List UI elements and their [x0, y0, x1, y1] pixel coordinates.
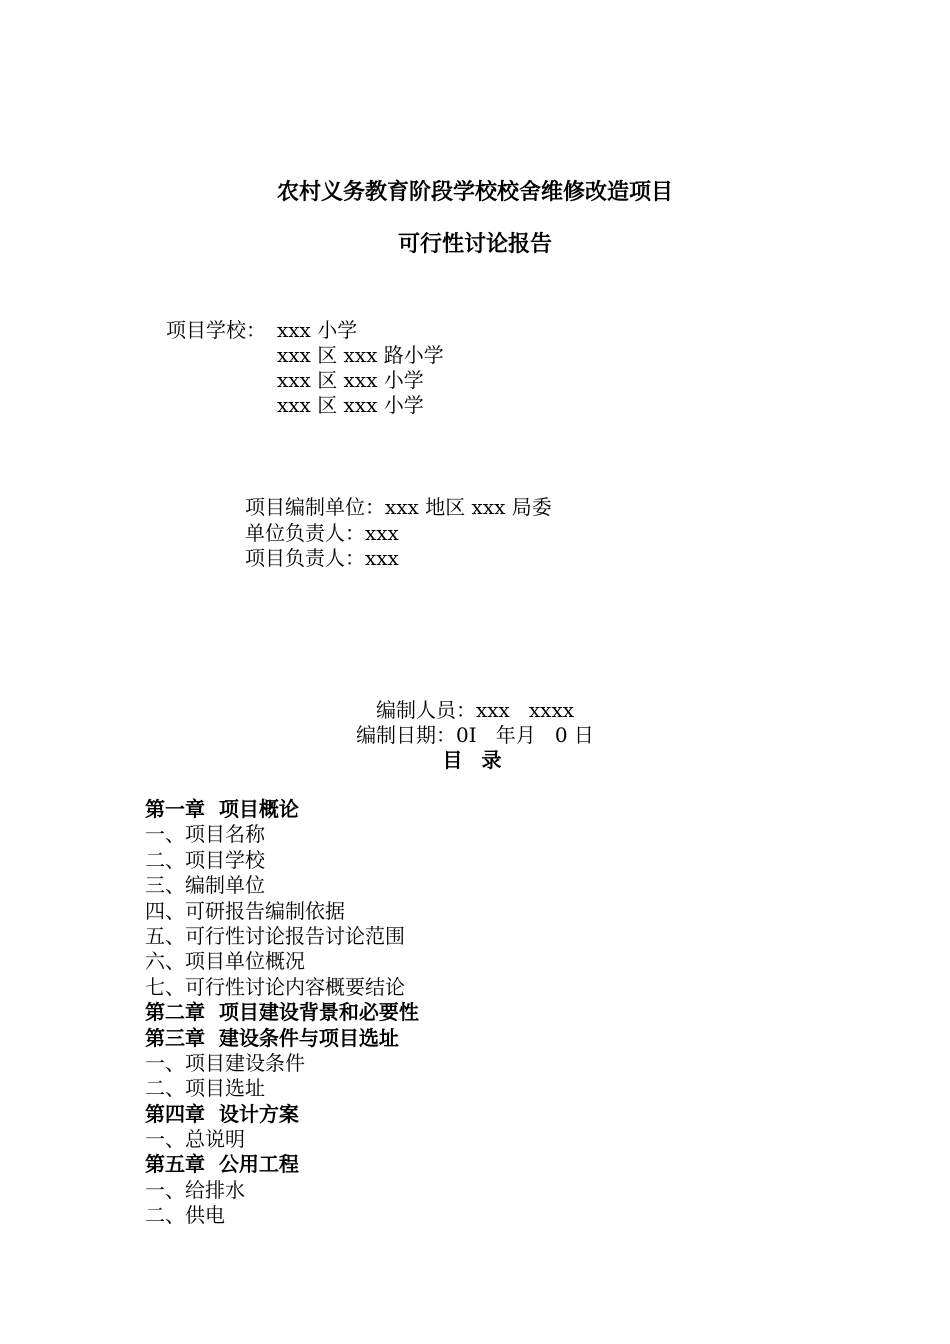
toc-section: 二、供电: [145, 1203, 225, 1228]
table-of-contents: [145, 797, 845, 1229]
toc-section: 一、给排水: [145, 1177, 245, 1202]
compile-personnel: 编制人员：xxx xxxx: [375, 698, 575, 722]
toc-section: 四、可研报告编制依据: [145, 898, 345, 923]
toc-chapter: 第五章 公用工程: [145, 1152, 299, 1177]
toc-chapter: 第三章 建设条件与项目选址: [145, 1025, 399, 1050]
toc-section: 一、总说明: [145, 1127, 245, 1152]
toc-chapter: 第一章 项目概论: [145, 797, 299, 821]
document-title-line2: 可行性讨论报告: [397, 231, 552, 257]
school-item: xxx 小学: [277, 318, 358, 342]
toc-section: 七、可行性讨论内容概要结论: [145, 974, 405, 999]
prepared-by-unit: 项目编制单位：xxx 地区 xxx 局委: [245, 495, 552, 519]
toc-section: 一、项目名称: [145, 822, 265, 847]
toc-heading: 目 录: [442, 748, 508, 772]
project-head: 项目负责人：xxx: [245, 546, 399, 570]
toc-section: 五、可行性讨论报告讨论范围: [145, 923, 405, 948]
toc-section: 二、项目选址: [145, 1076, 265, 1101]
school-item: xxx 区 xxx 小学: [277, 393, 424, 417]
unit-head: 单位负责人：xxx: [245, 521, 399, 545]
toc-chapter: 第四章 设计方案: [145, 1101, 299, 1126]
toc-section: 六、项目单位概况: [145, 949, 305, 974]
schools-label: 项目学校：: [166, 318, 266, 342]
toc-chapter: 第二章 项目建设背景和必要性: [145, 1000, 419, 1025]
toc-section: 二、项目学校: [145, 847, 265, 872]
toc-section: 一、项目建设条件: [145, 1050, 305, 1075]
document-title-line1: 农村义务教育阶段学校校舍维修改造项目: [276, 179, 673, 205]
compile-date: 编制日期：0I 年月 0 日: [356, 723, 594, 747]
school-item: xxx 区 xxx 小学: [277, 368, 424, 392]
toc-section: 三、编制单位: [145, 873, 265, 898]
school-item: xxx 区 xxx 路小学: [277, 343, 444, 367]
